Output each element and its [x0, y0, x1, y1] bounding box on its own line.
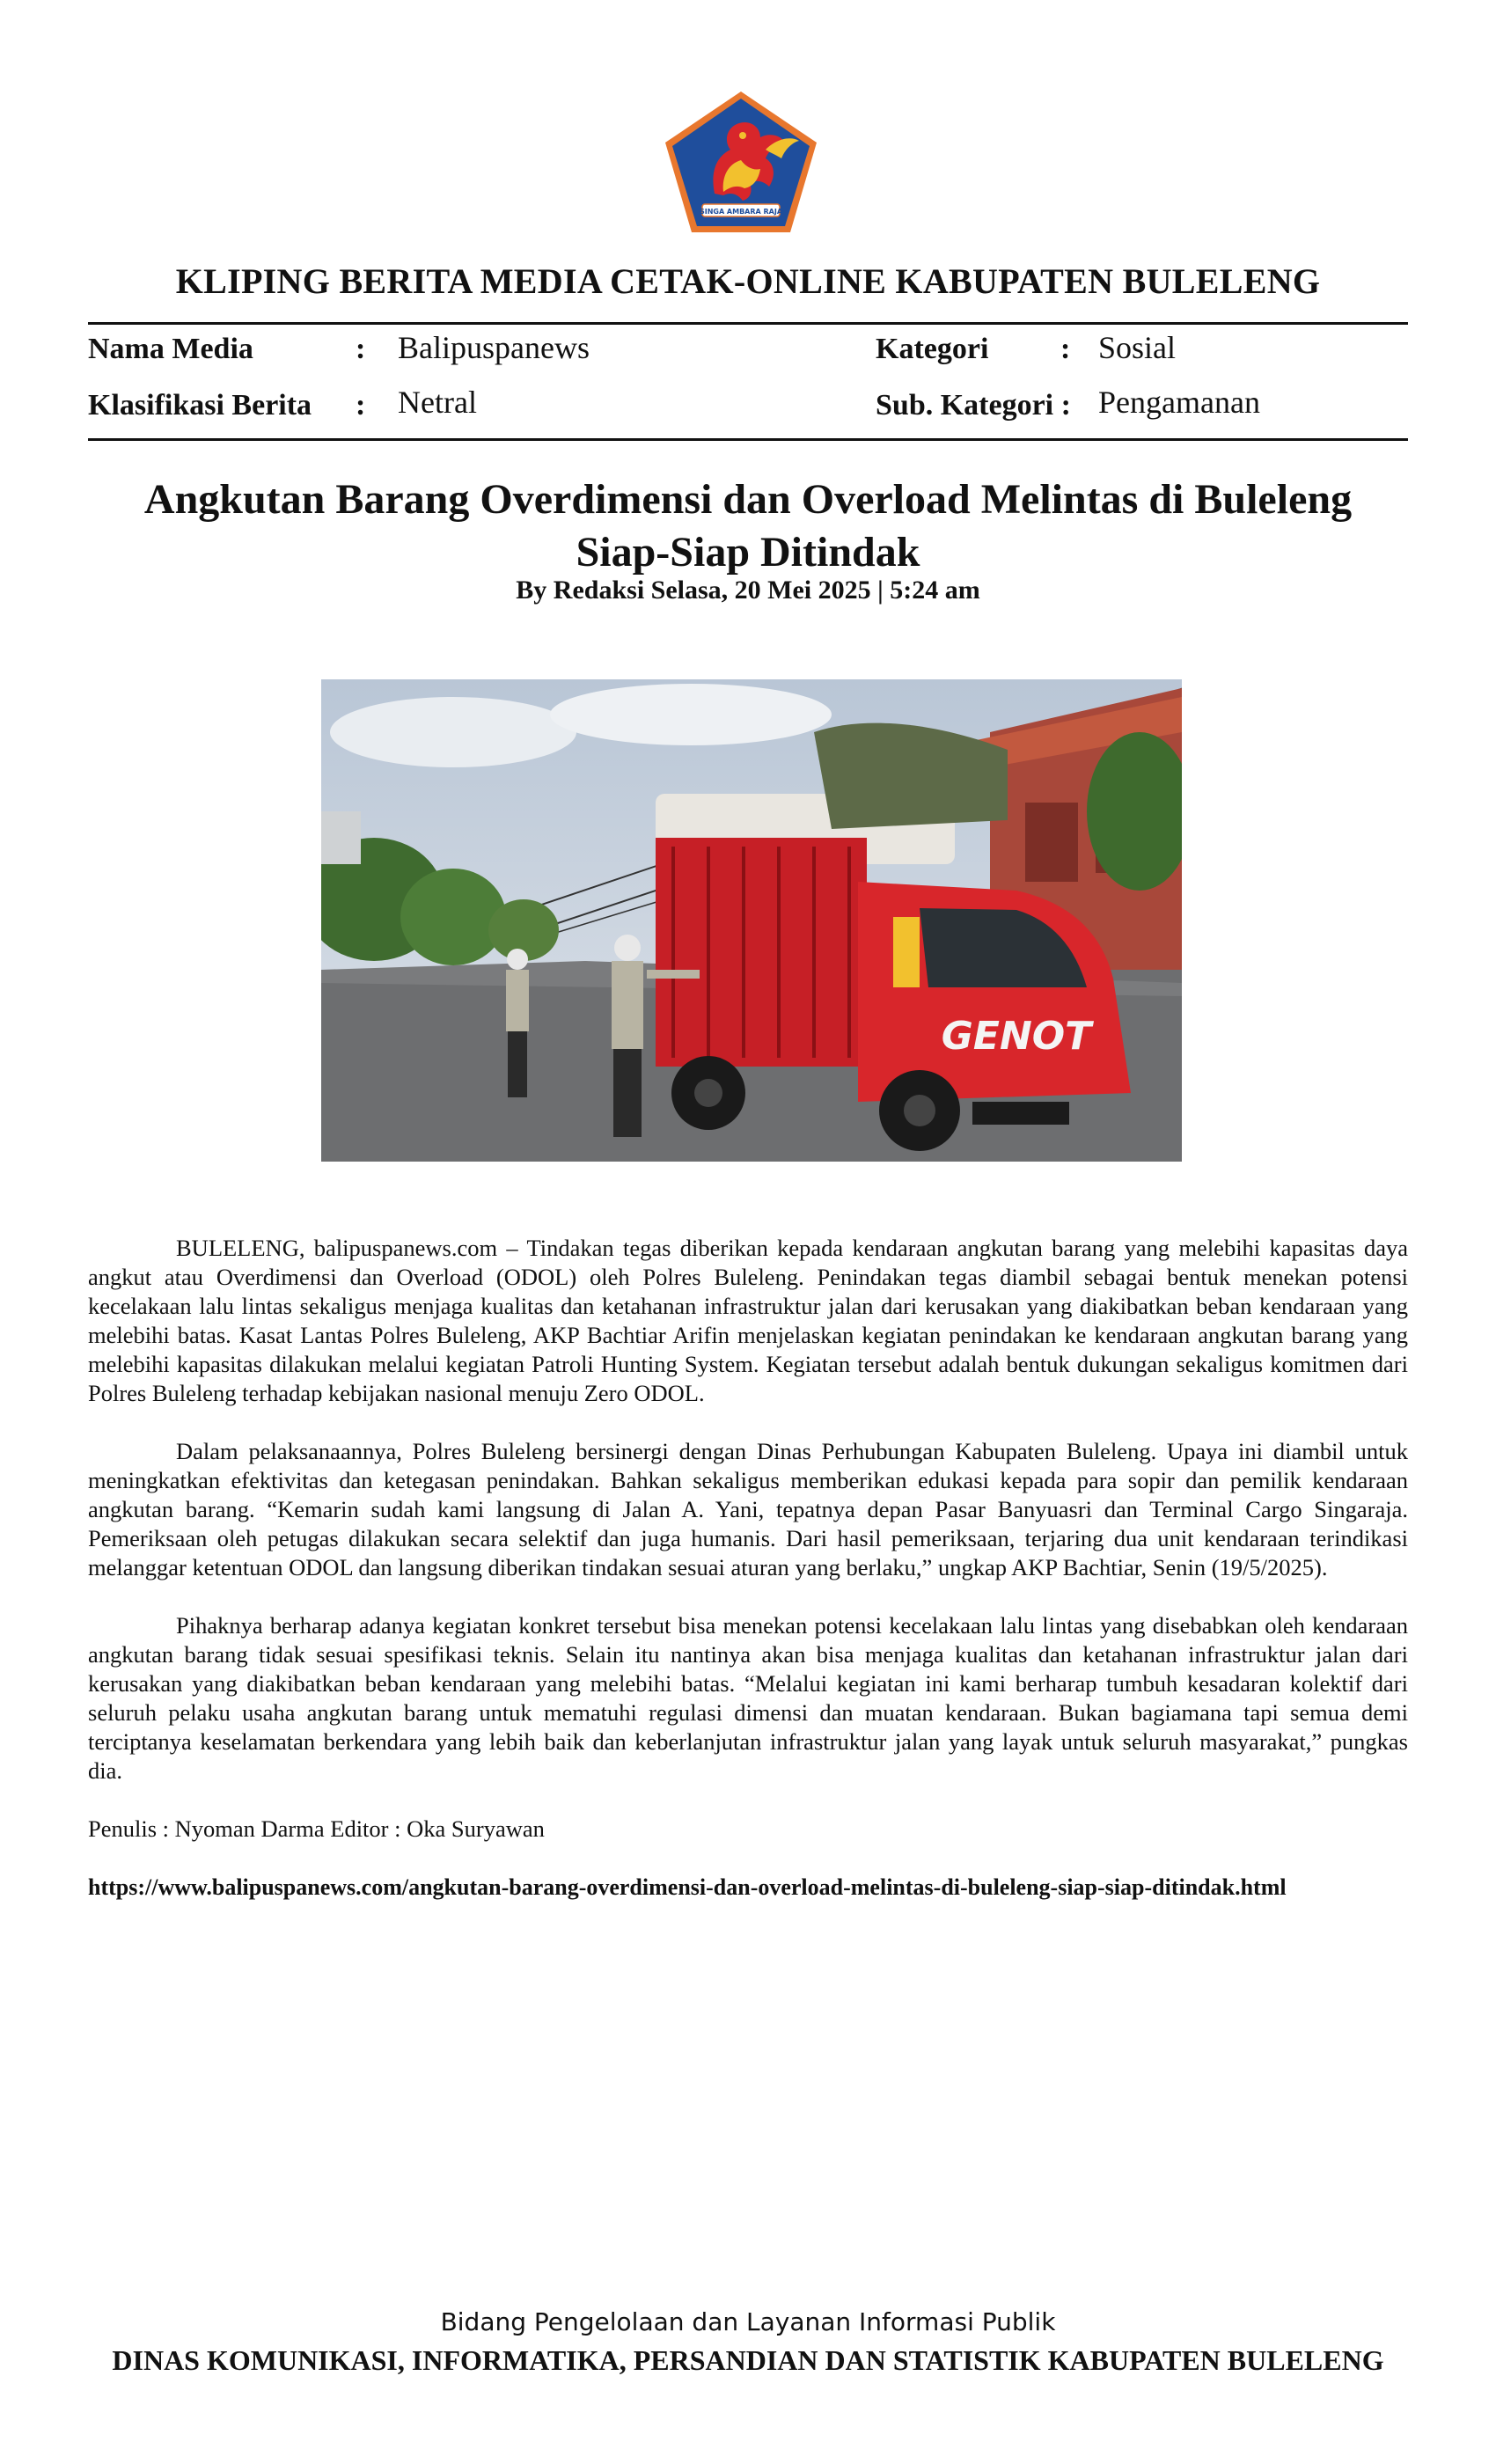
divider-bottom: [88, 438, 1408, 441]
subcategory-label: Sub. Kategori :: [876, 389, 1071, 422]
media-value: Balipuspanews: [398, 330, 590, 365]
subcategory-value: Pengamanan: [1098, 385, 1260, 420]
article-paragraph-3: Pihaknya berharap adanya kegiatan konkret tersebut bisa menekan potensi kecelakaan lalu lintas yang disebabkan oleh kendaraan angkutan barang tidak sesuai spesifikasi teknis. Selain itu nantinya akan bisa menjaga kualitas dan ketahanan infrastruktur jalan dari kerusakan yang diakibatkan beban kendaraan yang melebihi batas. “Melalui kegiatan ini kami berharap tumbuh kesadaran kolektif dari seluruh pelaku usaha angkutan barang untuk mematuhi regulasi dimensi dan muatan kendaraan. Bukan bagiamana tapi semua demi terciptanya keselamatan berkendara yang lebih baik dan keberlanjutan infrastruktur jalan yang layak untuk seluruh masyarakat,” pungkas dia.: [88, 1612, 1408, 1784]
article-body: [88, 1234, 1408, 1931]
media-label: Nama Media: [88, 333, 253, 365]
article-paragraph-2: Dalam pelaksanaannya, Polres Buleleng bersinergi dengan Dinas Perhubungan Kabupaten Buleleng. Upaya ini diambil untuk meningkatkan efektivitas dan ketegasan penindakan. Bahkan sekaligus memberikan edukasi kepada para sopir dan pemilik kendaraan angkutan barang. “Kemarin sudah kami langsung di Jalan A. Yani, tepatnya depan Pasar Banyuasri dan Terminal Cargo Singaraja. Pemeriksaan oleh petugas dilakukan secara selektif dan juga humanis. Dari hasil pemeriksaan, terjaring dua unit kendaraan terindikasi melanggar ketentuan ODOL dan langsung diberikan tindakan sesuai aturan yang berlaku,” ungkap AKP Bachtiar, Senin (19/5/2025).: [88, 1438, 1408, 1580]
truck-text: GENOT: [941, 1014, 1092, 1059]
category-value: Sosial: [1098, 330, 1177, 365]
article-headline: Angkutan Barang Overdimensi dan Overload Melintas di Buleleng Siap-Siap Ditindak: [143, 476, 1353, 576]
classification-colon: :: [356, 389, 366, 422]
article-photo: [321, 679, 1182, 1162]
classification-label: Klasifikasi Berita: [88, 389, 312, 422]
classification-value: Netral: [398, 385, 477, 420]
article-paragraph-1: BULELENG, balipuspanews.com – Tindakan tegas diberikan kepada kendaraan angkutan barang yang melebihi kapasitas daya angkut atau Overdimensi dan Overload (ODOL) oleh Polres Buleleng. Penindakan tegas diambil sebagai bentuk menekan potensi kecelakaan lalu lintas sekaligus menjaga kualitas dan ketahanan infrastruktur jalan dari kerusakan yang diakibatkan beban kendaraan yang melebihi batas. Kasat Lantas Polres Buleleng, AKP Bachtiar Arifin menjelaskan kegiatan penindakan ke kendaraan angkutan barang yang melebihi kapasitas dilakukan melalui kegiatan Patroli Hunting System. Kegiatan tersebut adalah bentuk dukungan sekaligus komitmen dari Polres Buleleng terhadap kebijakan nasional menuju Zero ODOL.: [88, 1235, 1408, 1406]
article-byline: By Redaksi Selasa, 20 Mei 2025 | 5:24 am: [516, 576, 980, 605]
article-credits: Penulis : Nyoman Darma Editor : Oka Suryawan: [88, 1815, 545, 1842]
logo-caption: SINGA AMBARA RAJA: [699, 208, 783, 216]
divider-top: [88, 322, 1408, 325]
category-label: Kategori: [876, 333, 989, 365]
article-url: https://www.balipuspanews.com/angkutan-barang-overdimensi-dan-overload-melintas-di-buleleng-siap-siap-ditindak.html: [88, 1874, 1287, 1900]
category-colon: :: [1060, 333, 1071, 365]
footer-agency: DINAS KOMUNIKASI, INFORMATIKA, PERSANDIAN DAN STATISTIK KABUPATEN BULELENG: [112, 2344, 1384, 2376]
regency-logo: [662, 88, 820, 236]
page-title: KLIPING BERITA MEDIA CETAK-ONLINE KABUPATEN BULELENG: [175, 261, 1321, 301]
media-colon: :: [356, 333, 366, 365]
footer-department: Bidang Pengelolaan dan Layanan Informasi Publik: [440, 2307, 1056, 2336]
